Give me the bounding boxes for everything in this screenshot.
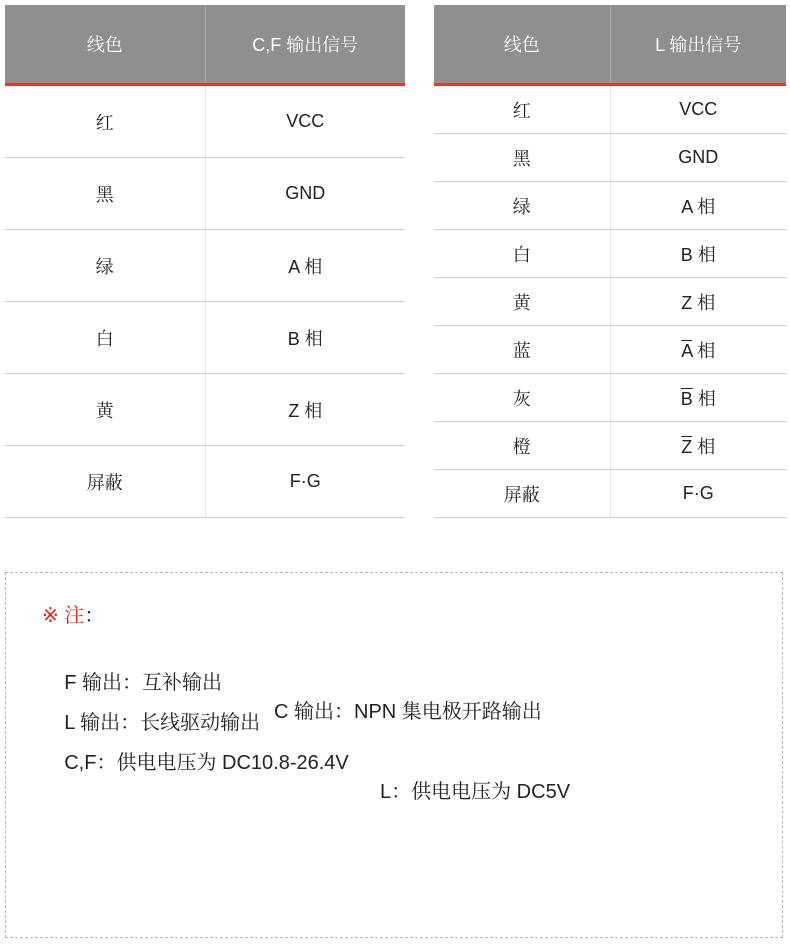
signal-cell: GND bbox=[205, 158, 405, 230]
signal-cell: F·G bbox=[610, 470, 786, 518]
signal-cell: B 相 bbox=[205, 302, 405, 374]
wire-color-cell: 红 bbox=[434, 85, 610, 134]
wire-color-cell: 蓝 bbox=[434, 326, 610, 374]
table-row bbox=[434, 85, 786, 134]
wire-color-cell: 黄 bbox=[5, 374, 205, 446]
wire-color-cell: 黑 bbox=[434, 134, 610, 182]
table-row bbox=[434, 374, 786, 422]
inverted-signal-letter: $\overline{Z}$ bbox=[681, 436, 693, 457]
note-title: ※ 注 bbox=[42, 605, 85, 627]
signal-suffix: 相 bbox=[692, 340, 716, 361]
signal-cell: A 相 bbox=[610, 182, 786, 230]
note-title-colon: ： bbox=[84, 605, 105, 627]
note-f-output: F 输出：互补输出 bbox=[64, 672, 223, 694]
inverted-signal-letter: $\overline{B}$ bbox=[680, 388, 693, 409]
signal-cell: VCC bbox=[610, 85, 786, 134]
signal-cell: A 相 bbox=[205, 230, 405, 302]
signal-cell: VCC bbox=[205, 85, 405, 158]
signal-cell: GND bbox=[610, 134, 786, 182]
wire-color-cell: 绿 bbox=[434, 182, 610, 230]
table-row bbox=[434, 230, 786, 278]
note-l-voltage: L：供电电压为 DC5V bbox=[380, 781, 571, 803]
table-row bbox=[434, 182, 786, 230]
wire-color-cell: 橙 bbox=[434, 422, 610, 470]
note-title-line bbox=[42, 599, 104, 628]
signal-cell bbox=[610, 326, 786, 374]
note-line bbox=[42, 723, 571, 821]
wire-color-cell: 黑 bbox=[5, 158, 205, 230]
cf-output-table bbox=[5, 5, 405, 518]
wire-color-cell: 屏蔽 bbox=[434, 470, 610, 518]
table-row bbox=[434, 470, 786, 518]
header-wire-color: 线色 bbox=[5, 5, 205, 85]
table-header-row bbox=[5, 5, 405, 85]
wire-color-cell: 黄 bbox=[434, 278, 610, 326]
signal-cell: Z 相 bbox=[610, 278, 786, 326]
wire-color-cell: 白 bbox=[5, 302, 205, 374]
signal-cell bbox=[610, 374, 786, 422]
note-c-output: C 输出：NPN 集电极开路输出 bbox=[274, 701, 542, 723]
wire-color-cell: 白 bbox=[434, 230, 610, 278]
signal-suffix: 相 bbox=[692, 388, 716, 409]
table-row bbox=[434, 422, 786, 470]
signal-cell: F·G bbox=[205, 446, 405, 518]
wire-color-cell: 灰 bbox=[434, 374, 610, 422]
table-row bbox=[434, 326, 786, 374]
table-row bbox=[5, 85, 405, 158]
signal-cell: Z 相 bbox=[205, 374, 405, 446]
note-l-output: L 输出：长线驱动输出 bbox=[64, 712, 261, 734]
wire-color-cell: 红 bbox=[5, 85, 205, 158]
table-row bbox=[5, 230, 405, 302]
header-l-signal: L 输出信号 bbox=[610, 5, 786, 85]
note-box bbox=[5, 572, 783, 938]
table-header-row bbox=[434, 5, 786, 85]
header-wire-color: 线色 bbox=[434, 5, 610, 85]
table-row bbox=[5, 374, 405, 446]
signal-cell bbox=[610, 422, 786, 470]
inverted-signal-letter: $\overline{A}$ bbox=[681, 340, 693, 361]
table-row bbox=[434, 134, 786, 182]
l-output-table bbox=[434, 5, 786, 518]
table-row bbox=[5, 302, 405, 374]
table-row bbox=[5, 446, 405, 518]
table-row bbox=[5, 158, 405, 230]
wire-color-cell: 屏蔽 bbox=[5, 446, 205, 518]
signal-cell: B 相 bbox=[610, 230, 786, 278]
table-row bbox=[434, 278, 786, 326]
header-cf-signal: C,F 输出信号 bbox=[205, 5, 405, 85]
note-cf-voltage: C,F：供电电压为 DC10.8-26.4V bbox=[64, 752, 349, 774]
signal-suffix: 相 bbox=[692, 436, 716, 457]
wire-color-cell: 绿 bbox=[5, 230, 205, 302]
